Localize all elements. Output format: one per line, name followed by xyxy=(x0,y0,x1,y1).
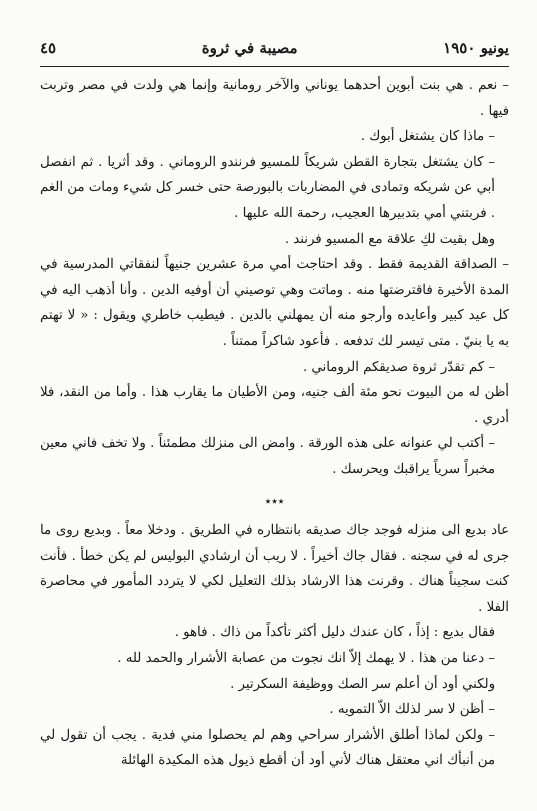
paragraph: ولكني أود أن أعلم سر الصك ووظيفة السكرتير . xyxy=(230,676,495,692)
paragraph: وهل بقيت لكِ علاقة مع المسيو فرنند . xyxy=(284,231,495,247)
paragraph: – أكتب لي عنوانه على هذه الورقة . وامض الى منزلك مطمئناً . ولا تخف فاني معين مخبراً سرياً يراقبك ويحرسك . xyxy=(40,436,495,477)
paragraph: – أظن لا سر لذلك الاّ التمويه . xyxy=(329,702,495,718)
section-separator: ٭٭٭ xyxy=(264,493,285,508)
paragraph: فقال بديع : إذاً ، كان عندك دليل أكثر تأكداً من ذاك . فاهو . xyxy=(174,625,495,641)
page-body xyxy=(40,67,509,774)
paragraph: – كان يشتغل بتجارة القطن شريكاً للمسيو فرنندو الروماني . وقد أثريا . ثم انفصل أبي عن شريكه وتمادى في المضاربات بالبورصة حتى خسر كل شيء ومات من الغم . فربتني أمي بتدبيرها العجيب، رحمة الله عليها . xyxy=(40,154,495,221)
paragraph: – نعم . هي بنت أبوين أحدهما يوناني والآخر رومانية وإنما هي ولدت في مصر وتربت فيها . xyxy=(40,78,509,119)
paragraph: – كم تقدّر ثروة صديقكم الروماني . xyxy=(302,359,495,375)
paragraph: – ولكن لماذا أطلق الأشرار سراحي وهم لم يحصلوا مني فدية . يجب أن تقول لي من أنبأك اني معتقل هناك لأني أود أن أقطع ذيول هذه المكيدة الهائلة xyxy=(40,727,495,769)
page-number: ٤٥ xyxy=(40,39,57,57)
paragraph: – دعنا من هذا . لا يهمك إلاّ انك نجوت من عصابة الأشرار والحمد لله . xyxy=(117,651,495,667)
header-date: يونيو ١٩٥٠ xyxy=(443,39,509,57)
paragraph: عاد بديع الى منزله فوجد جاك صديقه بانتظاره في الطريق . ودخلا معاً . وبديع روى ما جرى له في سجنه . فقال جاك أخيراً . لا ريب أن ارشادي البوليس لم يكن خطأ . فأنت كنت سجيناً هناك . وقرنت هذا الارشاد بذلك التعليل لكي لا يتردد المأمور في محاصرة الفلا . xyxy=(40,523,509,615)
page-header xyxy=(40,0,509,67)
header-title: مصيبة في ثروة xyxy=(201,39,298,57)
paragraph: – ماذا كان يشتغل أبوك . xyxy=(360,129,495,145)
paragraph: أظن له من البيوت نحو مئة ألف جنيه، ومن الأطيان ما يقارب هذا . وأما من النقد، فلا أدري . xyxy=(40,385,509,426)
paragraph: – الصداقة القديمة فقط . وقد احتاجت أمي مرة عشرين جنيهاً لنفقاتي المدرسية في المدة الأخيرة فاقترضتها منه . وماتت وهي توصيني أن أوفيه الدين . وأنا أذهب اليه في كل عيد كبير وأعايده وأرجو منه أن يمهلني بالدين . فيطيب خاطري ويقول : « لا تهتم به يا بنيّ . متى تيسر لك تدفعه . فأعود شاكراً ممتناً . xyxy=(40,257,509,349)
